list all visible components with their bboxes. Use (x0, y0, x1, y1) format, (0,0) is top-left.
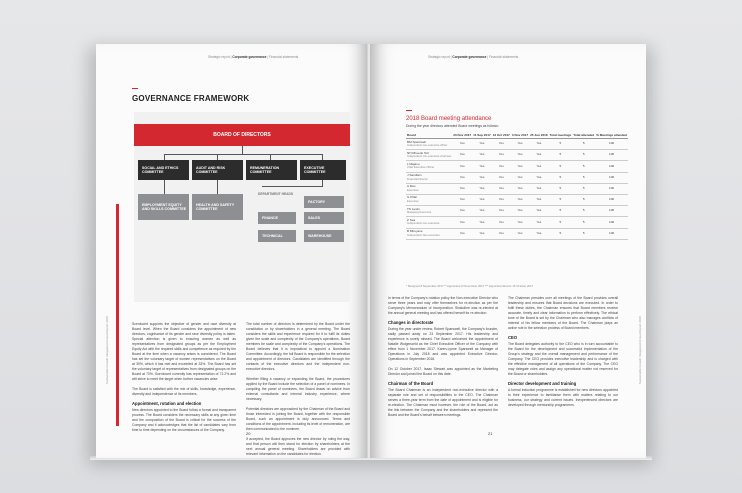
heading-accent (132, 88, 138, 89)
attendance-cell: 5 (549, 150, 573, 161)
attendance-cell: 100 (595, 183, 628, 194)
left-running-head: Strategic report | Corporate governance | Financial statements (208, 55, 299, 59)
director-role: Independent non-executive chairman (407, 155, 452, 159)
org-chart (134, 112, 350, 302)
column-header: Board (406, 132, 452, 139)
director-role: Marketing Executive (407, 211, 432, 215)
attendance-cell: 100 (595, 194, 628, 205)
paragraph: The Board is satisfied with the mix of skills, knowledge, experience, diversity and independence of its members. (132, 387, 236, 396)
column-header: % Meetings attended (596, 133, 627, 137)
attendance-cell: Yes (492, 172, 511, 183)
attendance-cell: Yes (452, 217, 472, 228)
subheading-ceo: CEO (508, 335, 518, 340)
paragraph: New directors appointed to the Board follow a formal and transparent process. The Board considers the necessary skills at any given time and the composition of the Board is critical for the success of the Company and it acknowledges that the list of candidates vary from time to time depending on the circumstances of the Company. (132, 408, 236, 432)
attendance-cell: Yes (472, 217, 492, 228)
connector (164, 154, 322, 155)
attendance-cell: Yes (452, 183, 472, 194)
column-header: 11 Sep 2017 (473, 133, 491, 137)
attendance-cell: Yes (452, 194, 472, 205)
attendance-cell: Yes (492, 183, 511, 194)
attendance-cell: Yes (472, 150, 492, 161)
attendance-cell: Yes (492, 139, 511, 150)
director-role: Executive (407, 200, 419, 204)
connector (217, 180, 218, 194)
committee-box-audit-risk: AUDIT AND RISK COMMITTEE (192, 160, 243, 180)
attendance-cell: 5 (549, 217, 573, 228)
committee-box-executive: EXECUTIVE COMMITTEE (300, 160, 346, 180)
attendance-cell: Yes (511, 161, 529, 172)
director-name: L Majavu (407, 161, 420, 166)
subheading-director-development: Director development and training (508, 381, 577, 386)
attendance-cell: 5 (549, 228, 573, 239)
attendance-cell: 5 (572, 172, 595, 183)
attendance-cell: 5 (549, 172, 573, 183)
attendance-cell: 5 (572, 217, 595, 228)
attendance-cell: 5 (549, 139, 573, 150)
left-side-text: Sustainable Growth Integrated Annual Report 2018 (105, 316, 109, 384)
table-row (406, 217, 628, 228)
attendance-cell: 5 (549, 161, 573, 172)
attendance-cell: Yes (529, 217, 549, 228)
table-heading-accent (406, 110, 412, 111)
table-row (406, 172, 628, 183)
running-head-active: Corporate governance (232, 55, 267, 59)
department-box-finance: FINANCE (258, 212, 296, 224)
attendance-cell: 5 (572, 194, 595, 205)
attendance-cell: Yes (511, 206, 529, 217)
left-page-number: 20 (246, 431, 251, 436)
attendance-cell: Yes (472, 139, 492, 150)
department-box-factory: FACTORY (304, 196, 344, 208)
department-box-technical: TECHNICAL (258, 230, 296, 242)
right-running-head: Strategic report | Corporate governance | Financial statements (428, 55, 519, 59)
attendance-cell: Yes (452, 172, 472, 183)
attendance-cell: 100 (595, 172, 628, 183)
right-column-2 (508, 296, 618, 408)
attendance-table-title: 2018 Board meeting attendance (406, 116, 492, 122)
paragraph: A formal induction programme is established for new directors appointed to their experience to familiarise them with matters relating to our business, our strategy and current issues. Inexperienced directors are developed through mentorship programmes. (508, 388, 618, 407)
subcommittee-box-employment-equity: EMPLOYMENT EQUITY AND SKILLS COMMITTEE (138, 194, 189, 220)
attendance-cell: 100 (595, 217, 628, 228)
director-cell (406, 139, 452, 150)
attendance-cell: Yes (452, 206, 472, 217)
table-row (406, 183, 628, 194)
table-body (406, 139, 628, 240)
director-name: B Mbuyane (407, 229, 423, 233)
attendance-cell: Yes (511, 217, 529, 228)
right-page (370, 44, 646, 458)
attendance-cell: Yes (452, 150, 472, 161)
attendance-cell: 100 (595, 206, 628, 217)
director-name: A Rao (407, 184, 416, 189)
column-header: Total meetings (549, 133, 572, 137)
column-header: 13 Oct 2017 (492, 133, 510, 137)
attendance-cell: Yes (529, 172, 549, 183)
attendance-cell: 5 (572, 228, 595, 239)
paragraph: The total number of directors is determined by the Board under the constitution or by shareholders in a general meeting. The Board considers the skills and experience required for it to fulfil its duties given the scale and complexity of the Company's operations. Board members be scale and complexity of the Company's operations. The Board believes that it is impractical to appoint a Nomination Committee. Accordingly, the full Board is responsible for the selection and appointment of directors. Candidates are identified through the contacts of the executive directors and the independent non-executive directors. (246, 322, 350, 371)
subcommittee-box-health-safety: HEALTH AND SAFETY COMMITTEE (192, 194, 243, 220)
paragraph: In terms of the Company's rotation policy the Non-executive Director who serve three years and may offer themselves for re-election as per the Company's Memorandum of Incorporation. Shakoline was re-elected at the annual general meeting and has offered herself for re-election. (388, 296, 498, 315)
table-row (406, 150, 628, 161)
attendance-cell: 100 (595, 139, 628, 150)
attendance-cell: 5 (572, 206, 595, 217)
paragraph: If accepted, the Board approves the new director by ruling the way, and that person will then stand for election by shareholders at the next annual general meeting. Shareholders are provided with relevant information on the candidates for election. (246, 437, 350, 456)
table-footnote: * Resigned 8 September 2017 ** Appointed 13 November 2017 *** Appointed director 15 October 2017 (406, 284, 534, 288)
attendance-cell: 100 (595, 161, 628, 172)
director-role: Independent Non-executive (407, 233, 440, 237)
attendance-cell: Yes (529, 161, 549, 172)
director-name: TS Lewin (407, 206, 420, 211)
director-cell (406, 217, 452, 228)
right-side-text: Sustainable Growth Integrated Annual Report 2018 (638, 316, 642, 384)
director-name: J Sandlam (407, 173, 422, 178)
attendance-cell: Yes (511, 194, 529, 205)
director-cell (406, 194, 452, 205)
paragraph: During the year under review, Robert Sparswell, the Company's founder, sadly passed away on 23 September 2017. His leadership and experience is sorely missed. The Board welcomed the appointment of Natalie Wolgenoeld as the Chief Executive Officer of the Company with effect from 1 November 2017. Karen-Lynne Sparswell as Manager of Operations in July 2018 and was appointed Executive Director, Operations in September 2018. (388, 327, 498, 361)
attendance-cell: Yes (529, 150, 549, 161)
table-row (406, 206, 628, 217)
department-box-sales: SALES (304, 212, 344, 224)
attendance-cell: Yes (511, 150, 529, 161)
director-cell (406, 206, 452, 217)
attendance-cell: 5 (572, 139, 595, 150)
department-box-warehouse: WAREHOUSE (304, 230, 344, 242)
paragraph: Scenlooed supports the objective of gender and race diversity at Board level. When the Board considers the appointment of new directors, cognisance of its gender and race diversity policy is taken. Special attention is given to ensuring women as well as representatives from designated groups as per the Employment Equity Act with the required skills and competence as required by the Board at the time when a vacancy arises is considered. The Board has set the voluntary target of women representatives on the Board at 30%, which it has met and exceeded at 33%. The Board has set the voluntary target of representatives from designated groups on the Board at 70%. Scenlooed currently has representation of 72.2% and will strive to meet the target when further vacancies arise. (132, 322, 236, 381)
attendance-cell: 100 (595, 150, 628, 161)
running-head-suffix: Financial statements (489, 55, 519, 59)
table-row (406, 228, 628, 239)
attendance-cell: Yes (472, 183, 492, 194)
table-row (406, 139, 628, 150)
committee-box-remuneration: REMUNERATION COMMITTEE (246, 160, 297, 180)
left-page (96, 44, 368, 458)
column-header: 3 Nov 2017 (511, 133, 529, 137)
board-of-directors-box: BOARD OF DIRECTORS (134, 124, 350, 146)
director-cell (406, 161, 452, 172)
attendance-cell: Yes (472, 161, 492, 172)
paragraph: The Chairman presides over all meetings of the Board provides overall leadership and ensures that Board decisions are executed. In order to fulfil these duties, the Chairman ensures that Board members receive accurate, timely and clear information to perform effectively. The ethical tone of the Board is set by the Chairman who also manages conflicts of interest of his fellow members of the Board. The Chairman plays an active role in the selection process of Board members. (508, 296, 618, 330)
table-row (406, 161, 628, 172)
attendance-cell: Yes (492, 228, 511, 239)
director-role: Independent non-executive (407, 222, 440, 226)
attendance-cell: Yes (452, 161, 472, 172)
left-margin-accent (116, 204, 119, 426)
table-intro: During the year directors attended Board meetings as follows: (406, 124, 499, 128)
attendance-cell: Yes (529, 228, 549, 239)
attendance-cell: Yes (492, 194, 511, 205)
attendance-cell: Yes (452, 139, 472, 150)
subheading-changes-in-directorate: Changes in directorate (388, 320, 434, 325)
paragraph: Potential directors are approached by the Chairman of the Board and those interested in joining the Board, together with the responsible Board, such an appointment is duly announced. Terms and conditions of the appointment, including its level of remuneration, are then communicated to the nominee. (246, 407, 350, 431)
page-heading: GOVERNANCE FRAMEWORK (132, 94, 250, 103)
connector (242, 146, 243, 154)
attendance-cell: Yes (529, 183, 549, 194)
attendance-cell: Yes (511, 139, 529, 150)
attendance-cell: Yes (472, 172, 492, 183)
column-header: 20 Nov 2017 (453, 133, 472, 137)
attendance-cell: 5 (572, 183, 595, 194)
department-heads-label: DEPARTMENT HEADS (258, 192, 294, 196)
attendance-cell: Yes (511, 172, 529, 183)
connector (164, 180, 165, 194)
right-column-1 (388, 296, 498, 418)
attendance-cell: Yes (511, 183, 529, 194)
attendance-cell: Yes (452, 228, 472, 239)
left-column-2 (246, 322, 350, 457)
attendance-cell: 5 (549, 206, 573, 217)
attendance-cell: Yes (492, 206, 511, 217)
director-role: Independent non-executive officer (407, 144, 448, 148)
column-header: Total attended (573, 133, 595, 137)
column-header: 25 Jun 2018 (530, 133, 548, 137)
director-name: NH Rheede Tell (407, 150, 429, 155)
committee-box-social-ethics: SOCIAL AND ETHICS COMMITTEE (138, 160, 189, 180)
attendance-cell: Yes (472, 228, 492, 239)
director-role: Financial Director (407, 177, 428, 181)
right-page-number: 21 (488, 431, 493, 436)
left-column-1 (132, 322, 236, 433)
attendance-cell: 100 (595, 228, 628, 239)
attendance-cell: Yes (529, 194, 549, 205)
attendance-cell: 5 (549, 194, 573, 205)
director-name: G Pillai (407, 195, 417, 200)
director-cell (406, 150, 452, 161)
attendance-table (406, 132, 628, 240)
table-row (406, 194, 628, 205)
attendance-cell: 5 (572, 150, 595, 161)
subheading-chairman: Chairman of the Board (388, 381, 434, 386)
running-head-prefix: Strategic report (428, 55, 450, 59)
paragraph: Whether filling a vacancy or expanding the Board, the procedures applied by the Board include the selection of a panel of nominees. In compiling the panel of nominees, the Board draws on advice from external consultants and internal industry experience, where necessary. (246, 377, 350, 401)
director-role: Chief Executive Officer (407, 166, 435, 170)
director-name: BM Sparswell (407, 139, 426, 144)
running-head-suffix: Financial statements (269, 55, 299, 59)
subheading-appointment: Appointment, rotation and election (132, 401, 202, 406)
attendance-cell: Yes (472, 206, 492, 217)
paragraph: The Board delegates authority to the CEO who is in turn accountable to the Board for the development and successful implementation of the Group's strategy and the overall management and performance of the Company. The CEO provides executive leadership and is charged with the effective management of all operations of the Company. The CEO may delegate roles and assign any operational matter not reserved for the Board or shareholders. (508, 342, 618, 376)
attendance-cell: Yes (492, 217, 511, 228)
director-cell (406, 172, 452, 183)
running-head-active: Corporate governance (452, 55, 487, 59)
director-cell (406, 228, 452, 239)
director-name: Z Sea (407, 217, 416, 222)
connector (262, 186, 323, 187)
attendance-cell: Yes (529, 206, 549, 217)
attendance-cell: Yes (472, 194, 492, 205)
paragraph: On 12 October 2017, Isaac Stewart was appointed as the Marketing Director and joined the Board on this date. (388, 367, 498, 376)
attendance-cell: 5 (572, 161, 595, 172)
director-cell (406, 183, 452, 194)
attendance-cell: Yes (529, 139, 549, 150)
paragraph: The Board Chairman is an independent non-executive director with a separate role and set of responsibilities to the CEO. The Chairman serves a three-year term from the date of appointment and is eligible for re-election. The Chairman must however, the role of the Board, act as the link between the Company and the shareholders and represent the Board and the Board's behalf between meetings. (388, 388, 498, 417)
attendance-cell: Yes (511, 228, 529, 239)
attendance-cell: Yes (492, 161, 511, 172)
director-role: Executive (407, 188, 419, 192)
attendance-cell: Yes (492, 150, 511, 161)
running-head-prefix: Strategic report (208, 55, 230, 59)
attendance-cell: 5 (549, 183, 573, 194)
